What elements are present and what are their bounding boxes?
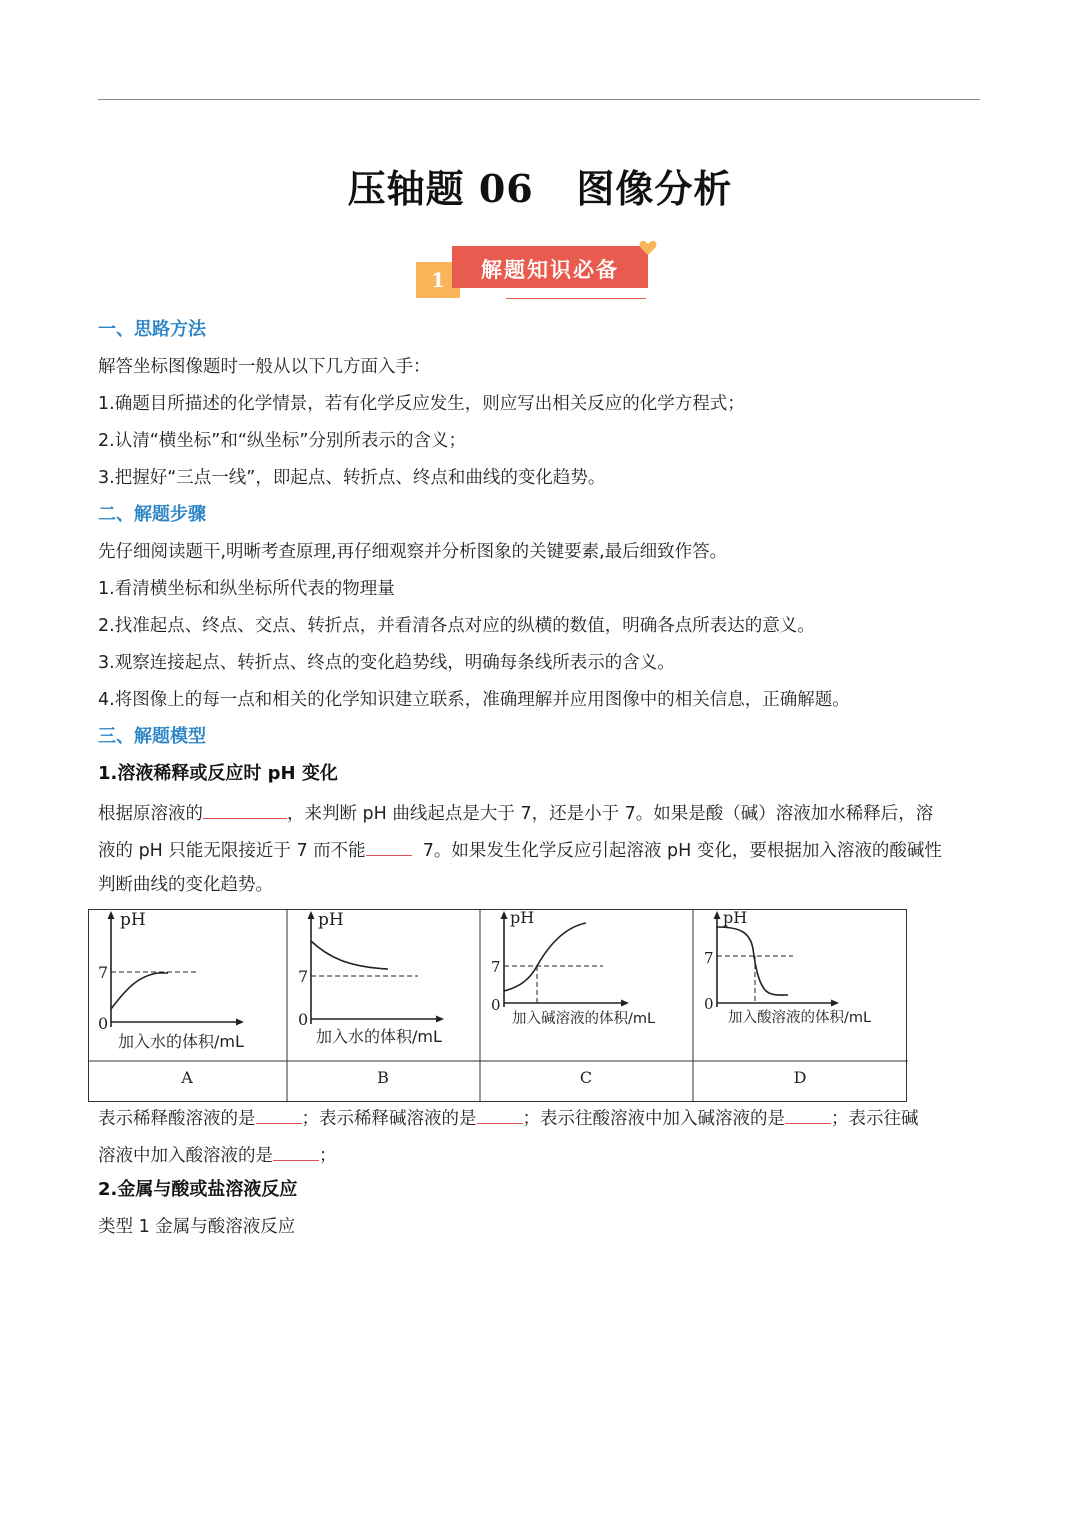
graph-b-caption: B: [377, 1068, 389, 1087]
answer-blank[interactable]: [366, 837, 412, 856]
graph-c: [491, 909, 655, 1087]
sub1-paragraph-line-2: [98, 837, 942, 862]
badge-underline: [506, 298, 646, 299]
graph-d-ylabel: pH: [723, 909, 748, 927]
question-text: 溶液中加入酸溶液的是: [98, 1146, 273, 1166]
answer-blank[interactable]: [203, 800, 287, 819]
graph-c-xlabel: 加入碱溶液的体积/mL: [512, 1011, 656, 1027]
section2-heading: 二、解题步骤: [98, 504, 206, 525]
section1-intro: 解答坐标图像题时一般从以下几方面入手：: [98, 357, 431, 377]
sub1-text: 根据原溶液的: [98, 804, 203, 824]
graph-d: [704, 909, 871, 1087]
page-title: [0, 158, 1080, 213]
section2-item-2: 2.找准起点、终点、交点、转折点，并看清各点对应的纵横的数值，明确各点所表达的意义。: [98, 616, 815, 636]
graph-c-seven: 7: [491, 958, 501, 976]
section2-item-1: 1.看清横坐标和纵坐标所代表的物理量: [98, 579, 395, 599]
sub1-paragraph-line-3: 判断曲线的变化趋势。: [98, 875, 273, 895]
sub2-type1: 类型 1 金属与酸溶液反应: [98, 1217, 296, 1237]
graph-b-zero: 0: [298, 1010, 309, 1029]
section1-item-1: 1.确题目所描述的化学情景，若有化学反应发生，则应写出相关反应的化学方程式；: [98, 394, 745, 414]
section-badge: [416, 238, 666, 302]
heart-icon: [638, 238, 658, 258]
ph-graphs: [88, 909, 908, 1102]
graph-b-seven: 7: [298, 967, 309, 986]
section1-heading: 一、思路方法: [98, 319, 206, 340]
graph-a: [98, 910, 244, 1087]
title-prefix: 压轴题: [347, 167, 465, 211]
question-text: ；表示往酸溶液中加入碱溶液的是: [522, 1109, 785, 1129]
answer-blank-b[interactable]: [477, 1105, 523, 1124]
graph-b-ylabel: pH: [318, 910, 344, 930]
graph-a-ylabel: pH: [120, 910, 146, 930]
badge-label: 解题知识必备: [481, 258, 619, 282]
badge-label-box: [452, 246, 648, 288]
graph-d-xlabel: 加入酸溶液的体积/mL: [728, 1010, 872, 1026]
sub1-text: ，来判断 pH 曲线起点是大于 7，还是小于 7。如果是酸（碱）溶液加水稀释后，溶: [287, 804, 934, 824]
section2-intro: 先仔细阅读题干,明晰考查原理,再仔细观察并分析图象的关键要素,最后细致作答。: [98, 542, 728, 562]
graph-b: [298, 910, 444, 1087]
graph-d-caption: D: [793, 1068, 807, 1087]
graph-a-xlabel: 加入水的体积/mL: [118, 1032, 244, 1051]
sub1-paragraph-line-1: [98, 800, 933, 825]
question-line-2: [98, 1142, 337, 1167]
graph-b-xlabel: 加入水的体积/mL: [316, 1027, 442, 1046]
question-line-1: [98, 1105, 919, 1130]
section3-heading: 三、解题模型: [98, 726, 206, 747]
badge-number: 1: [431, 268, 445, 292]
answer-blank-a[interactable]: [256, 1105, 302, 1124]
question-text: 表示稀释酸溶液的是: [98, 1109, 256, 1129]
header-rule: [98, 99, 980, 100]
section1-item-3: 3.把握好“三点一线”，即起点、转折点、终点和曲线的变化趋势。: [98, 468, 606, 488]
graph-c-zero: 0: [491, 996, 501, 1014]
graph-a-caption: A: [181, 1068, 193, 1087]
graph-d-seven: 7: [704, 949, 714, 967]
section2-item-4: 4.将图像上的每一点和相关的化学知识建立联系，准确理解并应用图像中的相关信息，正确解题。: [98, 690, 850, 710]
section2-item-3: 3.观察连接起点、转折点、终点的变化趋势线，明确每条线所表示的含义。: [98, 653, 675, 673]
title-main: 图像分析: [576, 167, 733, 211]
graph-a-seven: 7: [98, 963, 109, 982]
graph-d-zero: 0: [704, 995, 714, 1013]
graph-c-ylabel: pH: [510, 909, 535, 927]
answer-blank-c[interactable]: [785, 1105, 831, 1124]
sub1-heading: 1.溶液稀释或反应时 pH 变化: [98, 763, 338, 784]
section1-item-2: 2.认清“横坐标”和“纵坐标”分别所表示的含义；: [98, 431, 466, 451]
sub1-text: 7。如果发生化学反应引起溶液 pH 变化，要根据加入溶液的酸碱性: [422, 841, 942, 861]
answer-blank-d[interactable]: [273, 1142, 319, 1161]
question-text: ；表示稀释碱溶液的是: [301, 1109, 477, 1129]
question-text: ；: [319, 1146, 337, 1166]
sub1-text: 液的 pH 只能无限接近于 7 而不能: [98, 841, 366, 861]
graph-a-zero: 0: [98, 1014, 109, 1033]
ph-graph-table: [88, 909, 908, 1102]
question-text: ；表示往碱: [831, 1109, 919, 1129]
graph-c-caption: C: [579, 1068, 593, 1087]
title-number: 06: [478, 166, 534, 211]
sub2-heading: 2.金属与酸或盐溶液反应: [98, 1179, 298, 1200]
